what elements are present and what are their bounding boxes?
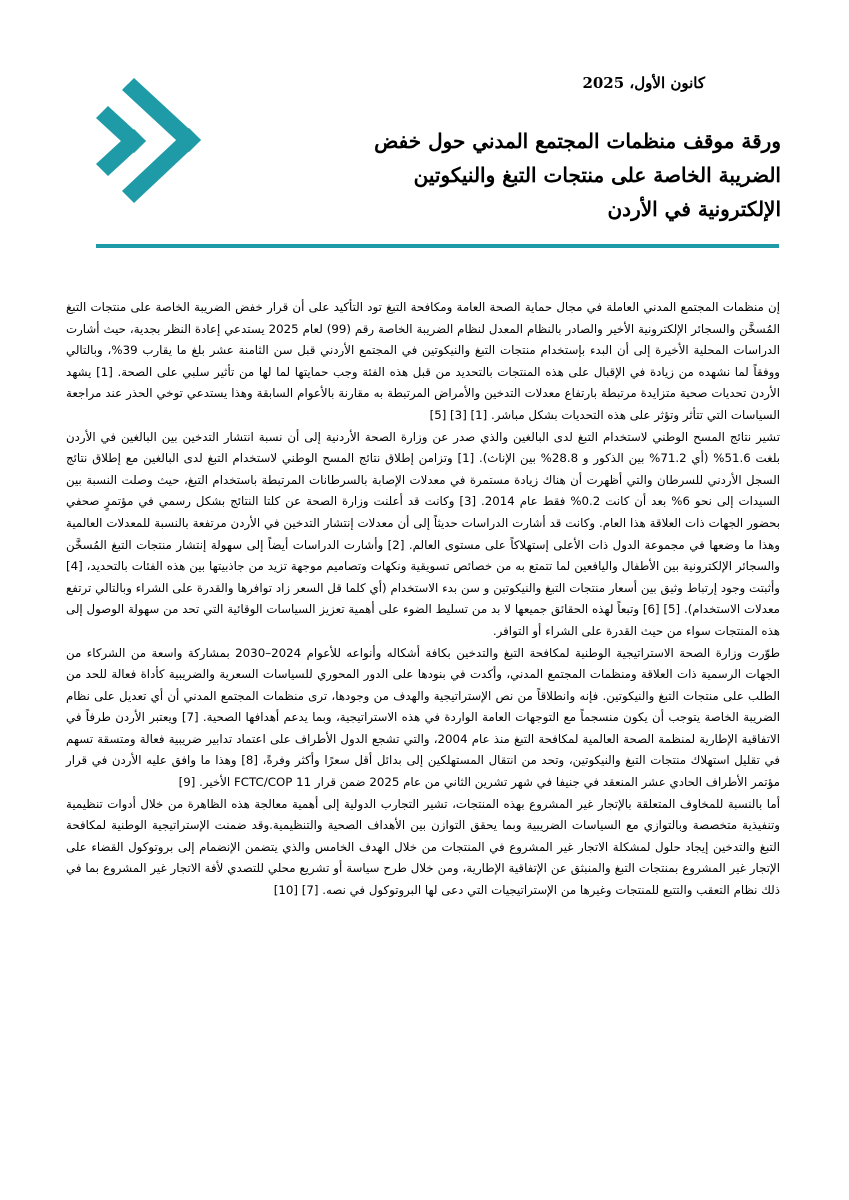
header-divider: [96, 244, 779, 248]
body-paragraph: طوّرت وزارة الصحة الاستراتيجية الوطنية لمكافحة التبغ والتدخين بكافة أشكاله وأنواعه للأعوام 2024–2030 بمشاركة واسعة من الشركاء من الجهات الرسمية ذات العلاقة ومنظمات المجتمع المدني، وأكدت في بنودها على الدور المحوري للسياسات السعرية والضريبية كأداة فعالة للحد من الطلب على منتجات التبغ والنيكوتين. فإنه وانطلاقاً من نص الإستراتيجية والهدف من وجودها، ترى منظمات المجتمع المدني أن أي تعديل على نظام الضريبة الخاصة يتوجب أن يكون منسجماً مع التوجهات العامة الواردة في هذه الاستراتيجية، وبما يدعم أهدافها الصحية. [7] ويعتبر الأردن طرفاً في الاتفاقية الإطارية لمنظمة الصحة العالمية لمكافحة التبغ منذ عام 2004، والتي تشجع الدول الأطراف على اعتماد تدابير ضريبية فعالة ومتسقة تسهم في تقليل استهلاك منتجات التبغ والنيكوتين، وتحد من انتقال المستهلكين إلى بدائل أقل سعرًا وأكثر وفرةً، [8] وهذا ما وافق عليه الأردن في قرار مؤتمر الأطراف الحادي عشر المنعقد في جنيفا في شهر تشرين الثاني من عام 2025 ضمن قرار FCTC/COP 11 الأخير. [9]: [66, 645, 781, 790]
body-paragraph: إن منظمات المجتمع المدني العاملة في مجال حماية الصحة العامة ومكافحة التبغ تود التأكيد على أن قرار خفض الضريبة الخاصة على منتجات التبغ المُسخَّن والسجائر الإلكترونية الأخير والصادر بالنظام المعدل لنظام الضريبة الخاصة رقم (99) لعام 2025 يستدعي إعادة النظر بجدية، حيث أشارت الدراسات المحلية الأخيرة إلى أن البدء بإستخدام منتجات التبغ والنيكوتين في المجتمع الأردني قبل سن الثامنة عشر بلغ ما يقارب 39%، وبالتالي ووفقاً لما نشهده من زيادة في الإقبال على هذه المنتجات بالتحديد من قبل هذه الفئة وجب حمايتها لما لها من تأثير سلبي على الصحة. [1] يشهد الأردن تحديات صحية متزايدة مرتبطة بارتفاع معدلات التدخين والأمراض المرتبطة به مقارنة بالأعوام السابقة وهذا يستدعي توخي الحذر عند مراجعة السياسات التي تتأثر وتؤثر على هذه التحديات بشكل مباشر. [1] [3] [5]: [66, 300, 781, 422]
body-paragraph: تشير نتائج المسح الوطني لاستخدام التبغ لدى البالغين والذي صدر عن وزارة الصحة الأردنية إلى أن نسبة انتشار التدخين بين البالغين في الأردن بلغت 51.6% (أي 71.2% بين الذكور و 28.8% بين الإناث). [1] وتزامن إطلاق نتائج المسح الوطني لاستخدام التبغ لدى البالغين مع إطلاق نتائج السجل الأردني للسرطان والتي أظهرت أن هناك زيادة مستمرة في معدلات الإصابة بالسرطانات المرتبطة باستخدام التبغ، حيث وصلت النسبة بين السيدات إلى نحو 6% بعد أن كانت 0.2% فقط عام 2014. [3] وكانت قد أعلنت وزارة الصحة عن كلتا النتائج بشكل رسمي في مؤتمرٍ صحفي بحضور الجهات ذات العلاقة هذا العام. وكانت قد أشارت الدراسات حديثاً إلى أن معدلات إنتشار التدخين في الأردن مرتفعة بالنسبة للمعدلات العالمية وهذا ما وضعها في مجموعة الدول ذات الأعلى إستهلاكاً على مستوى العالم. [2] وأشارت الدراسات أيضاً إلى سهولة إنتشار منتجات التبغ المُسخَّن والسجائر الإلكترونية بين الأطفال واليافعين لما تتمتع به من خصائص تسويقية ونكهات وتصاميم موجهة تزيد من جاذبيتها بين هذه الفئات بالتحديد، [4] وأثبتت وجود إرتباط وثيق بين أسعار منتجات التبغ والنيكوتين و سن بدء الاستخدام (أي كلما قل السعر زاد توافرها والقدرة على الشراء وبالتالي ترتفع معدلات الاستخدام). [5] [6] وتبعاً لهذه الحقائق جميعها لا بد من تسليط الضوء على أهمية تعزيز السياسات الوقائية التي تحد من سهولة الوصول إلى هذه المنتجات سواء من حيث القدرة على الشراء أو التوافر.: [66, 429, 781, 638]
document-date: كانون الأول، 2025: [582, 74, 705, 92]
double-chevron-logo-icon: [88, 78, 213, 203]
document-title: ورقة موقف منظمات المجتمع المدني حول خفض الضريبة الخاصة على منتجات التبغ والنيكوتين الإلكترونية في الأردن: [374, 129, 781, 221]
body-paragraph: أما بالنسبة للمخاوف المتعلقة بالإتجار غير المشروع بهذه المنتجات، تشير التجارب الدولية إلى أهمية معالجة هذه الظاهرة من خلال أدوات تنظيمية وتنفيذية متخصصة وبالتوازي مع السياسات الضريبية وبما يحقق التوازن بين الأهداف الصحية والتنظيمية.وقد ضمنت الإستراتيجية الوطنية لمكافحة التبغ والتدخين إيجاد حلول لمشكلة الاتجار غير المشروع في المنتجات من خلال الهدف الخامس والذي يتضمن الإنضمام إلى بروتوكول القضاء على الإتجار غير المشروع بمنتجات التبغ والمنبثق عن الإتفاقية الإطارية، ومن خلال طرح سياسة أو تشريع محلي للتصدي لأفة الاتجار غير المشروع بما في ذلك نظام التعقب والتتبع للمنتجات وغيرها من الإستراتيجيات التي دعى لها البروتوكول في نصه. [7] [10]: [66, 796, 780, 898]
document-body: [66, 297, 780, 902]
